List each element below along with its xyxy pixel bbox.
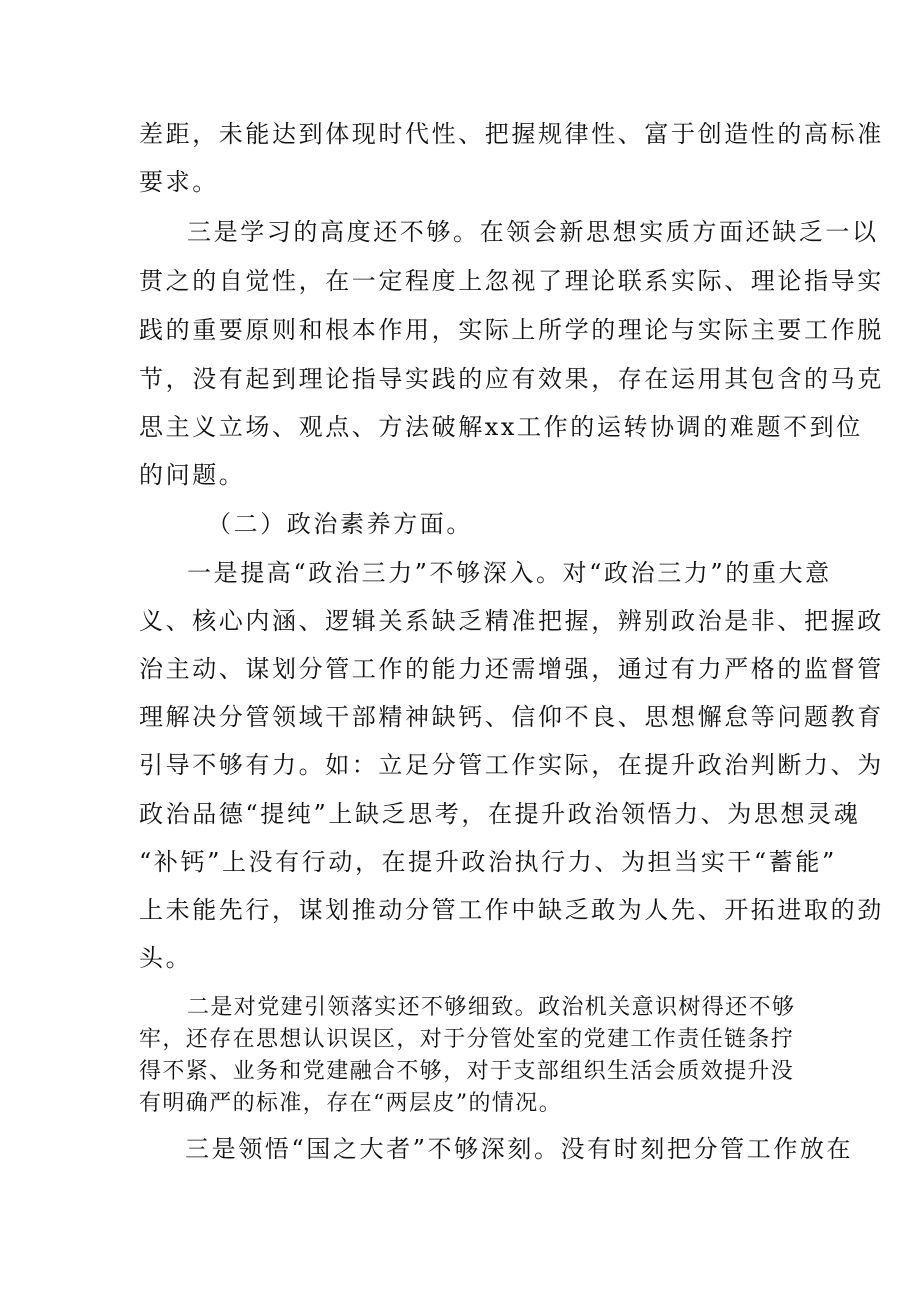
paragraph-line-10: 一是提高“政治三力”不够深入。对“政治三力”的重大意 [187, 559, 832, 587]
text-line-4: 贯之的自觉性，在一定程度上忽视了理论联系实际、理论指导实 [139, 267, 884, 295]
text-line-7: 思主义立场、观点、方法破解xx工作的运转协调的难题不到位 [139, 413, 863, 441]
text-line-15: 政治品德“提纯”上缺乏思考，在提升政治领悟力、为思想灵魂 [139, 800, 861, 828]
paragraph-line-19: 二是对党建引领落实还不够细致。政治机关意识树得还不够 [187, 995, 796, 1020]
text-line-6: 节，没有起到理论指导实践的应有效果，存在运用其包含的马克 [139, 365, 884, 393]
text-line-1: 差距，未能达到体现时代性、把握规律性、富于创造性的高标准 [139, 120, 884, 148]
text-line-21: 得不紧、业务和党建融合不够，对于支部组织生活会质效提升没 [139, 1059, 795, 1084]
text-line-16: “补钙”上没有行动，在提升政治执行力、为担当实干“蓄能” [139, 848, 837, 876]
text-line-17: 上未能先行，谋划推动分管工作中缺乏敢为人先、开拓进取的劲 [139, 896, 884, 924]
text-line-18: 头。 [139, 944, 193, 972]
paragraph-line-23: 三是领悟“国之大者”不够深刻。没有时刻把分管工作放在 [185, 1135, 854, 1163]
text-line-5: 践的重要原则和根本作用，实际上所学的理论与实际主要工作脱 [139, 316, 884, 344]
section-heading: （二）政治素养方面。 [207, 510, 473, 538]
paragraph-line-3: 三是学习的高度还不够。在领会新思想实质方面还缺乏一以 [187, 218, 879, 246]
text-line-13: 理解决分管领域干部精神缺钙、信仰不良、思想懈怠等问题教育 [139, 703, 884, 731]
text-line-20: 牢，还存在思想认识误区，对于分管处室的党建工作责任链条拧 [139, 1027, 795, 1052]
text-line-22: 有明确严的标准，存在“两层皮”的情况。 [139, 1091, 563, 1116]
text-line-14: 引导不够有力。如：立足分管工作实际，在提升政治判断力、为 [139, 751, 884, 779]
text-line-8: 的问题。 [139, 461, 246, 489]
text-line-12: 治主动、谋划分管工作的能力还需增强，通过有力严格的监督管 [139, 655, 884, 683]
text-line-11: 义、核心内涵、逻辑关系缺乏精准把握，辨别政治是非、把握政 [139, 607, 884, 635]
text-line-2: 要求。 [139, 168, 219, 196]
